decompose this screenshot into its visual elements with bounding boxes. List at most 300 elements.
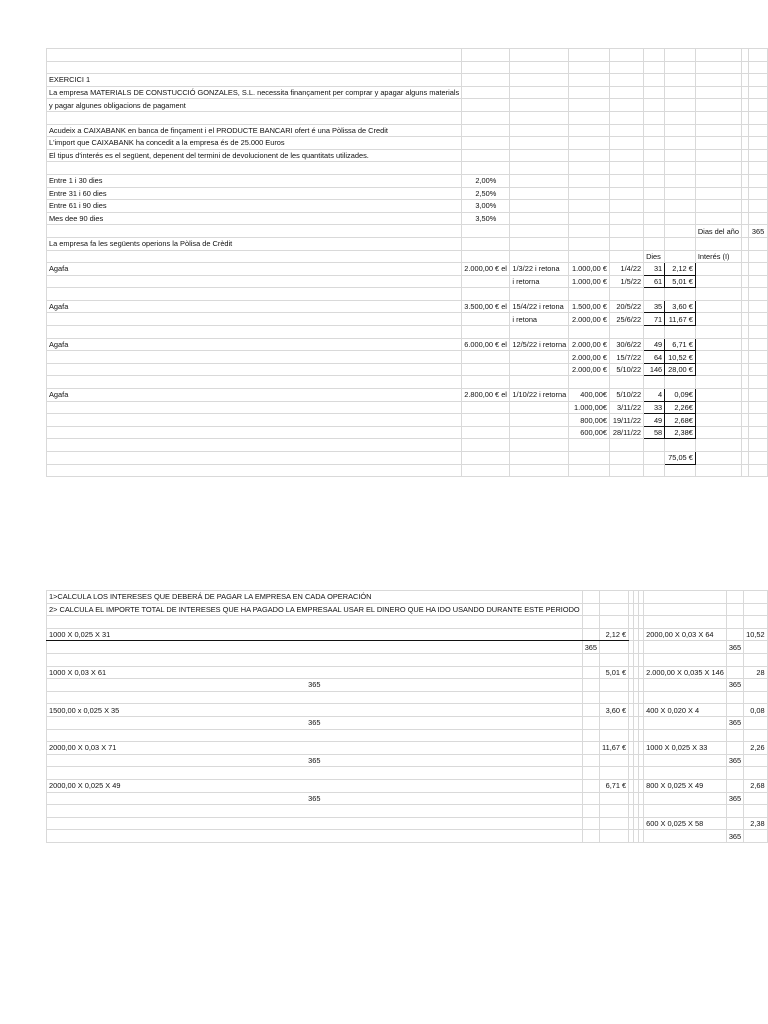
- grid-cell[interactable]: [569, 212, 610, 225]
- op-interest[interactable]: 2,26€: [665, 401, 696, 414]
- grid-cell[interactable]: [600, 792, 629, 805]
- grid-cell[interactable]: [582, 754, 599, 767]
- grid-cell[interactable]: [665, 376, 696, 389]
- grid-cell[interactable]: [665, 74, 696, 87]
- grid-cell[interactable]: [582, 742, 599, 755]
- op-desc[interactable]: [510, 414, 569, 427]
- grid-cell[interactable]: [695, 338, 742, 351]
- grid-cell[interactable]: [744, 603, 768, 616]
- grid-cell[interactable]: [609, 99, 643, 112]
- bank-line-3[interactable]: El tipus d'interés es el següent, depenent del termini de devolucionent de les quantitats utilizades.: [47, 149, 462, 162]
- grid-cell[interactable]: [749, 338, 768, 351]
- grid-cell[interactable]: [600, 767, 629, 780]
- grid-cell[interactable]: [726, 591, 743, 604]
- calc-denominator[interactable]: 365: [47, 716, 583, 729]
- grid-cell[interactable]: [644, 830, 727, 843]
- grid-cell[interactable]: [569, 376, 610, 389]
- grid-cell[interactable]: [742, 351, 749, 364]
- op-days[interactable]: 61: [644, 275, 665, 288]
- grid-cell[interactable]: [609, 376, 643, 389]
- op-amount[interactable]: 400,00€: [569, 389, 610, 402]
- grid-cell[interactable]: [742, 313, 749, 326]
- grid-cell[interactable]: [749, 376, 768, 389]
- calc-denominator[interactable]: 365: [726, 641, 743, 654]
- grid-cell[interactable]: [742, 124, 749, 137]
- grid-cell[interactable]: [569, 86, 610, 99]
- grid-cell[interactable]: [744, 792, 768, 805]
- grid-cell[interactable]: [665, 149, 696, 162]
- grid-cell[interactable]: [749, 426, 768, 439]
- grid-cell[interactable]: [665, 200, 696, 213]
- grid-cell[interactable]: [569, 250, 610, 263]
- grid-cell[interactable]: [665, 250, 696, 263]
- calc-formula[interactable]: 1000 X 0,025 X 31: [47, 628, 583, 641]
- op-date[interactable]: 3/11/22: [609, 401, 643, 414]
- grid-cell[interactable]: [695, 61, 742, 74]
- exercise-title[interactable]: EXERCICI 1: [47, 74, 462, 87]
- grid-cell[interactable]: [510, 99, 569, 112]
- days-year-label[interactable]: Dias del año: [695, 225, 742, 238]
- grid-cell[interactable]: [744, 716, 768, 729]
- grid-cell[interactable]: [600, 679, 629, 692]
- grid-cell[interactable]: [742, 61, 749, 74]
- grid-cell[interactable]: [609, 452, 643, 465]
- grid-cell[interactable]: [742, 212, 749, 225]
- grid-cell[interactable]: [695, 99, 742, 112]
- grid-cell[interactable]: [665, 61, 696, 74]
- grid-cell[interactable]: [644, 754, 727, 767]
- grid-cell[interactable]: [462, 61, 510, 74]
- grid-cell[interactable]: [600, 830, 629, 843]
- grid-cell[interactable]: [644, 729, 727, 742]
- grid-cell[interactable]: [644, 603, 727, 616]
- calc-formula[interactable]: 800 X 0,025 X 49: [644, 779, 727, 792]
- grid-cell[interactable]: [742, 338, 749, 351]
- grid-cell[interactable]: [644, 464, 665, 477]
- grid-cell[interactable]: [462, 250, 510, 263]
- grid-cell[interactable]: [609, 200, 643, 213]
- grid-cell[interactable]: [665, 49, 696, 62]
- bank-line-1[interactable]: Acudeix a CAIXABANK en banca de finçament i el PRODUCTE BANCARI ofert é una Pòlissa de Credit: [47, 124, 462, 137]
- grid-cell[interactable]: [582, 666, 599, 679]
- grid-cell[interactable]: [644, 61, 665, 74]
- grid-cell[interactable]: [644, 376, 665, 389]
- grid-cell[interactable]: [742, 74, 749, 87]
- op-interest[interactable]: 5,01 €: [665, 275, 696, 288]
- grid-cell[interactable]: [510, 250, 569, 263]
- grid-cell[interactable]: [644, 86, 665, 99]
- grid-cell[interactable]: [644, 691, 727, 704]
- grid-cell[interactable]: [749, 124, 768, 137]
- grid-cell[interactable]: [695, 401, 742, 414]
- grid-cell[interactable]: [582, 805, 599, 818]
- calc-denominator[interactable]: 365: [47, 792, 583, 805]
- grid-cell[interactable]: [462, 376, 510, 389]
- rate-label[interactable]: Entre 61 i 90 dies: [47, 200, 462, 213]
- op-date[interactable]: 20/5/22: [609, 300, 643, 313]
- grid-cell[interactable]: [569, 326, 610, 339]
- grid-cell[interactable]: [47, 376, 462, 389]
- op-desc[interactable]: 15/4/22 i retona: [510, 300, 569, 313]
- op-amount[interactable]: 1.000,00 €: [569, 263, 610, 276]
- grid-cell[interactable]: [744, 767, 768, 780]
- grid-cell[interactable]: [744, 653, 768, 666]
- grid-cell[interactable]: [742, 389, 749, 402]
- grid-cell[interactable]: [510, 288, 569, 301]
- grid-cell[interactable]: [582, 616, 599, 629]
- grid-cell[interactable]: [695, 376, 742, 389]
- op-action[interactable]: Agafa: [47, 389, 462, 402]
- grid-cell[interactable]: [582, 767, 599, 780]
- grid-cell[interactable]: [742, 401, 749, 414]
- op-interest[interactable]: 3,60 €: [665, 300, 696, 313]
- grid-cell[interactable]: [749, 288, 768, 301]
- calc-denominator[interactable]: 365: [582, 641, 599, 654]
- op-borrowed[interactable]: 2.000,00 € el: [462, 263, 510, 276]
- op-amount[interactable]: 600,00€: [569, 426, 610, 439]
- grid-cell[interactable]: [510, 86, 569, 99]
- calc-formula[interactable]: 2000,00 X 0,025 X 49: [47, 779, 583, 792]
- header-interest[interactable]: Interés (I): [695, 250, 742, 263]
- grid-cell[interactable]: [695, 426, 742, 439]
- calc-formula[interactable]: 1000 X 0,03 X 61: [47, 666, 583, 679]
- grid-cell[interactable]: [744, 830, 768, 843]
- op-date[interactable]: 25/6/22: [609, 313, 643, 326]
- grid-cell[interactable]: [742, 49, 749, 62]
- grid-cell[interactable]: [726, 653, 743, 666]
- grid-cell[interactable]: [569, 187, 610, 200]
- grid-cell[interactable]: [749, 313, 768, 326]
- op-days[interactable]: 31: [644, 263, 665, 276]
- grid-cell[interactable]: [462, 464, 510, 477]
- grid-cell[interactable]: [644, 49, 665, 62]
- grid-cell[interactable]: [644, 174, 665, 187]
- op-borrowed[interactable]: [462, 426, 510, 439]
- grid-cell[interactable]: [644, 111, 665, 124]
- grid-cell[interactable]: [510, 237, 569, 250]
- grid-cell[interactable]: [742, 288, 749, 301]
- grid-cell[interactable]: [609, 464, 643, 477]
- op-action[interactable]: [47, 363, 462, 376]
- grid-cell[interactable]: [600, 616, 629, 629]
- op-days[interactable]: 33: [644, 401, 665, 414]
- grid-cell[interactable]: [695, 263, 742, 276]
- grid-cell[interactable]: [695, 300, 742, 313]
- grid-cell[interactable]: [726, 742, 743, 755]
- calc-result[interactable]: 11,67 €: [600, 742, 629, 755]
- grid-cell[interactable]: [695, 464, 742, 477]
- grid-cell[interactable]: [47, 641, 583, 654]
- grid-cell[interactable]: [569, 200, 610, 213]
- grid-cell[interactable]: [665, 174, 696, 187]
- grid-cell[interactable]: [749, 61, 768, 74]
- calc-result[interactable]: 0,08: [744, 704, 768, 717]
- grid-cell[interactable]: [609, 124, 643, 137]
- grid-cell[interactable]: [644, 767, 727, 780]
- grid-cell[interactable]: [609, 237, 643, 250]
- op-borrowed[interactable]: [462, 401, 510, 414]
- rate-value[interactable]: 3,00%: [462, 200, 510, 213]
- grid-cell[interactable]: [510, 464, 569, 477]
- grid-cell[interactable]: [665, 288, 696, 301]
- grid-cell[interactable]: [644, 99, 665, 112]
- grid-cell[interactable]: [749, 111, 768, 124]
- grid-cell[interactable]: [609, 225, 643, 238]
- grid-cell[interactable]: [726, 729, 743, 742]
- grid-cell[interactable]: [749, 200, 768, 213]
- grid-cell[interactable]: [742, 363, 749, 376]
- grid-cell[interactable]: [47, 61, 462, 74]
- grid-cell[interactable]: [47, 288, 462, 301]
- op-desc[interactable]: 1/10/22 i retorna: [510, 389, 569, 402]
- grid-cell[interactable]: [644, 187, 665, 200]
- grid-cell[interactable]: [742, 426, 749, 439]
- grid-cell[interactable]: [742, 149, 749, 162]
- grid-cell[interactable]: [742, 275, 749, 288]
- grid-cell[interactable]: [47, 805, 583, 818]
- grid-cell[interactable]: [462, 137, 510, 150]
- intro-line-2[interactable]: y pagar algunes obligacions de pagament: [47, 99, 462, 112]
- calc-result[interactable]: 3,60 €: [600, 704, 629, 717]
- grid-cell[interactable]: [510, 187, 569, 200]
- grid-cell[interactable]: [749, 300, 768, 313]
- grid-cell[interactable]: [742, 250, 749, 263]
- grid-cell[interactable]: [749, 149, 768, 162]
- op-amount[interactable]: 2.000,00 €: [569, 363, 610, 376]
- grid-cell[interactable]: [749, 137, 768, 150]
- grid-cell[interactable]: [47, 653, 583, 666]
- grid-cell[interactable]: [749, 212, 768, 225]
- grid-cell[interactable]: [749, 86, 768, 99]
- op-action[interactable]: [47, 414, 462, 427]
- op-days[interactable]: 35: [644, 300, 665, 313]
- grid-cell[interactable]: [569, 137, 610, 150]
- grid-cell[interactable]: [742, 376, 749, 389]
- rate-label[interactable]: Mes dee 90 dies: [47, 212, 462, 225]
- op-amount[interactable]: 800,00€: [569, 414, 610, 427]
- grid-cell[interactable]: [644, 792, 727, 805]
- grid-cell[interactable]: [665, 137, 696, 150]
- header-days[interactable]: Dies: [644, 250, 665, 263]
- grid-cell[interactable]: [695, 162, 742, 175]
- grid-cell[interactable]: [742, 414, 749, 427]
- grid-cell[interactable]: [609, 162, 643, 175]
- grid-cell[interactable]: [744, 691, 768, 704]
- calc-formula[interactable]: 2000,00 X 0,03 X 71: [47, 742, 583, 755]
- op-date[interactable]: 5/10/22: [609, 363, 643, 376]
- grid-cell[interactable]: [665, 225, 696, 238]
- grid-cell[interactable]: [609, 439, 643, 452]
- grid-cell[interactable]: [600, 805, 629, 818]
- rate-value[interactable]: 2,00%: [462, 174, 510, 187]
- grid-cell[interactable]: [749, 464, 768, 477]
- grid-cell[interactable]: [47, 49, 462, 62]
- grid-cell[interactable]: [609, 111, 643, 124]
- grid-cell[interactable]: [569, 49, 610, 62]
- grid-cell[interactable]: [609, 212, 643, 225]
- grid-cell[interactable]: [742, 86, 749, 99]
- grid-cell[interactable]: [726, 666, 743, 679]
- grid-cell[interactable]: [749, 414, 768, 427]
- calc-denominator[interactable]: 365: [47, 679, 583, 692]
- grid-cell[interactable]: [462, 452, 510, 465]
- grid-cell[interactable]: [726, 779, 743, 792]
- op-borrowed[interactable]: 2.800,00 € el: [462, 389, 510, 402]
- grid-cell[interactable]: [726, 805, 743, 818]
- op-desc[interactable]: 12/5/22 i retorna: [510, 338, 569, 351]
- grid-cell[interactable]: [749, 250, 768, 263]
- calc-result[interactable]: 28: [744, 666, 768, 679]
- op-amount[interactable]: 2.000,00 €: [569, 313, 610, 326]
- grid-cell[interactable]: [749, 237, 768, 250]
- grid-cell[interactable]: [609, 326, 643, 339]
- op-desc[interactable]: [510, 426, 569, 439]
- total-interest[interactable]: 75,05 €: [665, 452, 696, 465]
- grid-cell[interactable]: [744, 729, 768, 742]
- grid-cell[interactable]: [462, 326, 510, 339]
- grid-cell[interactable]: [644, 200, 665, 213]
- calc-formula[interactable]: 600 X 0,025 X 58: [644, 817, 727, 830]
- grid-cell[interactable]: [47, 162, 462, 175]
- calc-result[interactable]: 10,52: [744, 628, 768, 641]
- grid-cell[interactable]: [742, 99, 749, 112]
- grid-cell[interactable]: [726, 817, 743, 830]
- op-interest[interactable]: 6,71 €: [665, 338, 696, 351]
- grid-cell[interactable]: [582, 792, 599, 805]
- grid-cell[interactable]: [695, 237, 742, 250]
- grid-cell[interactable]: [744, 754, 768, 767]
- grid-cell[interactable]: [609, 49, 643, 62]
- grid-cell[interactable]: [742, 137, 749, 150]
- intro-line-1[interactable]: La empresa MATERIALS DE CONSTUCCIÓ GONZALES, S.L. necessita finançament per comprar y apagar alguns materials: [47, 86, 462, 99]
- op-borrowed[interactable]: 6.000,00 € el: [462, 338, 510, 351]
- grid-cell[interactable]: [742, 187, 749, 200]
- grid-cell[interactable]: [744, 805, 768, 818]
- grid-cell[interactable]: [644, 805, 727, 818]
- days-year-value[interactable]: 365: [749, 225, 768, 238]
- grid-cell[interactable]: [644, 679, 727, 692]
- calc-denominator[interactable]: 365: [726, 679, 743, 692]
- calc-result[interactable]: 6,71 €: [600, 779, 629, 792]
- grid-cell[interactable]: [609, 86, 643, 99]
- grid-cell[interactable]: [749, 439, 768, 452]
- grid-cell[interactable]: [600, 754, 629, 767]
- grid-cell[interactable]: [600, 653, 629, 666]
- grid-cell[interactable]: [695, 389, 742, 402]
- question-2[interactable]: 2> CALCULA EL IMPORTE TOTAL DE INTERESES QUE HA PAGADO LA EMPRESAAL USAR EL DINERO QUE HA IDO USANDO DURANTE ESTE PERIODO: [47, 603, 583, 616]
- grid-cell[interactable]: [582, 716, 599, 729]
- op-days[interactable]: 146: [644, 363, 665, 376]
- grid-cell[interactable]: [569, 99, 610, 112]
- grid-cell[interactable]: [569, 111, 610, 124]
- grid-cell[interactable]: [695, 363, 742, 376]
- grid-cell[interactable]: [742, 464, 749, 477]
- grid-cell[interactable]: [644, 439, 665, 452]
- calc-result[interactable]: 2,38: [744, 817, 768, 830]
- grid-cell[interactable]: [569, 452, 610, 465]
- grid-cell[interactable]: [510, 49, 569, 62]
- op-days[interactable]: 64: [644, 351, 665, 364]
- op-days[interactable]: 71: [644, 313, 665, 326]
- grid-cell[interactable]: [749, 162, 768, 175]
- calc-formula[interactable]: 1500,00 x 0,025 X 35: [47, 704, 583, 717]
- op-interest[interactable]: 0,09€: [665, 389, 696, 402]
- grid-cell[interactable]: [742, 237, 749, 250]
- grid-cell[interactable]: [510, 162, 569, 175]
- grid-cell[interactable]: [665, 464, 696, 477]
- grid-cell[interactable]: [742, 162, 749, 175]
- op-desc[interactable]: [510, 351, 569, 364]
- grid-cell[interactable]: [742, 326, 749, 339]
- op-days[interactable]: 49: [644, 338, 665, 351]
- calc-denominator[interactable]: 365: [47, 754, 583, 767]
- grid-cell[interactable]: [600, 691, 629, 704]
- grid-cell[interactable]: [749, 263, 768, 276]
- grid-cell[interactable]: [510, 200, 569, 213]
- grid-cell[interactable]: [47, 817, 583, 830]
- grid-cell[interactable]: [582, 704, 599, 717]
- rate-value[interactable]: 3,50%: [462, 212, 510, 225]
- op-amount[interactable]: 2.000,00 €: [569, 338, 610, 351]
- grid-cell[interactable]: [47, 439, 462, 452]
- op-amount[interactable]: 2.000,00 €: [569, 351, 610, 364]
- grid-cell[interactable]: [582, 691, 599, 704]
- op-days[interactable]: 4: [644, 389, 665, 402]
- op-action[interactable]: Agafa: [47, 300, 462, 313]
- rate-label[interactable]: Entre 31 i 60 dies: [47, 187, 462, 200]
- grid-cell[interactable]: [600, 603, 629, 616]
- grid-cell[interactable]: [749, 401, 768, 414]
- op-interest[interactable]: 10,52 €: [665, 351, 696, 364]
- op-desc[interactable]: [510, 401, 569, 414]
- grid-cell[interactable]: [47, 225, 462, 238]
- grid-cell[interactable]: [695, 137, 742, 150]
- grid-cell[interactable]: [600, 591, 629, 604]
- grid-cell[interactable]: [462, 237, 510, 250]
- grid-cell[interactable]: [695, 124, 742, 137]
- op-desc[interactable]: i retorna: [510, 275, 569, 288]
- calc-formula[interactable]: 1000 X 0,025 X 33: [644, 742, 727, 755]
- grid-cell[interactable]: [749, 187, 768, 200]
- grid-cell[interactable]: [600, 729, 629, 742]
- grid-cell[interactable]: [695, 288, 742, 301]
- grid-cell[interactable]: [462, 86, 510, 99]
- op-borrowed[interactable]: [462, 275, 510, 288]
- grid-cell[interactable]: [582, 628, 599, 641]
- grid-cell[interactable]: [695, 212, 742, 225]
- grid-cell[interactable]: [749, 99, 768, 112]
- op-action[interactable]: [47, 426, 462, 439]
- grid-cell[interactable]: [695, 111, 742, 124]
- op-date[interactable]: 30/6/22: [609, 338, 643, 351]
- grid-cell[interactable]: [726, 628, 743, 641]
- calc-denominator[interactable]: 365: [726, 830, 743, 843]
- grid-cell[interactable]: [749, 326, 768, 339]
- op-interest[interactable]: 2,68€: [665, 414, 696, 427]
- op-action[interactable]: [47, 351, 462, 364]
- grid-cell[interactable]: [609, 74, 643, 87]
- grid-cell[interactable]: [462, 74, 510, 87]
- grid-cell[interactable]: [609, 288, 643, 301]
- grid-cell[interactable]: [462, 149, 510, 162]
- calc-formula[interactable]: 400 X 0,020 X 4: [644, 704, 727, 717]
- calc-formula[interactable]: 2.000,00 X 0,035 X 146: [644, 666, 727, 679]
- grid-cell[interactable]: [695, 414, 742, 427]
- grid-cell[interactable]: [665, 212, 696, 225]
- grid-cell[interactable]: [742, 439, 749, 452]
- grid-cell[interactable]: [510, 326, 569, 339]
- grid-cell[interactable]: [600, 716, 629, 729]
